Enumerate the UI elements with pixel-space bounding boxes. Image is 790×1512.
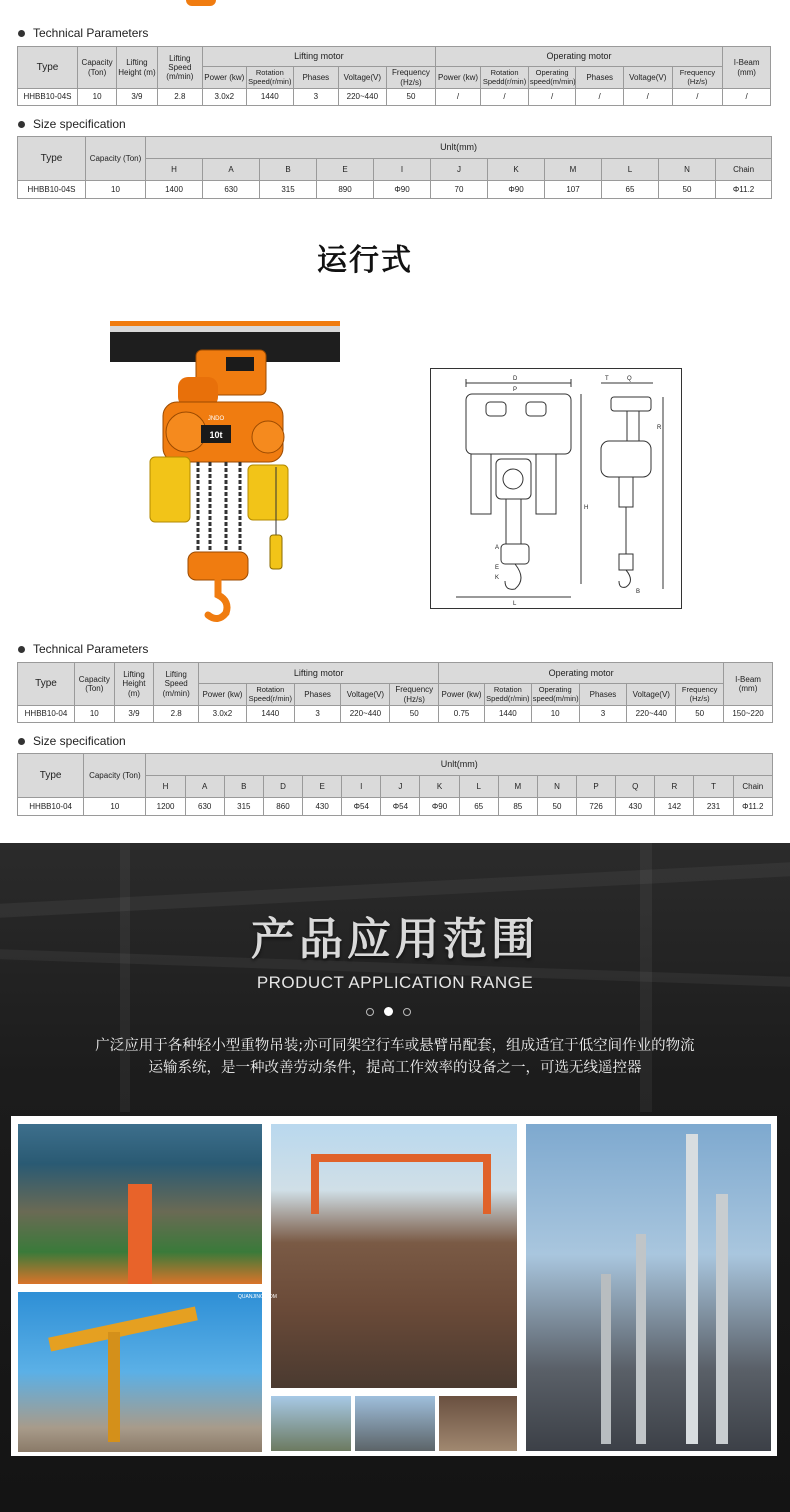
col-op-phases: Phases xyxy=(579,684,627,706)
col-d: D xyxy=(263,776,302,798)
cell: / xyxy=(481,89,529,106)
col-type: Type xyxy=(18,137,86,181)
dim-label: T xyxy=(605,376,609,382)
col-op-rotation: Rotation Spedd(r/min) xyxy=(484,684,531,706)
cell: 220~440 xyxy=(338,89,387,106)
cell: HHBB10-04S xyxy=(18,89,78,106)
description-line: 广泛应用于各种轻小型重物吊装;亦可同架空行车或悬臂吊配套，组成适宜于低空间作业的物流 xyxy=(95,1038,695,1054)
cell: 1440 xyxy=(246,706,294,723)
dim-label: H xyxy=(584,505,589,511)
group-unit: Unlt(mm) xyxy=(146,137,772,159)
cell: 50 xyxy=(390,706,439,723)
col-i: I xyxy=(374,159,431,181)
col-rotation: Rotation Speed(r/min) xyxy=(246,67,294,89)
gantry-crane xyxy=(311,1154,491,1162)
cell: 726 xyxy=(577,798,616,816)
col-op-speed: Operating speed(m/min) xyxy=(531,684,579,706)
cell: Φ90 xyxy=(488,181,545,199)
carousel-dot[interactable] xyxy=(366,1008,374,1016)
cell: 142 xyxy=(655,798,694,816)
cell: 1440 xyxy=(246,89,294,106)
size-spec-heading xyxy=(18,117,126,131)
col-type: Type xyxy=(18,663,75,706)
carousel-dots xyxy=(366,1007,411,1016)
cell: 890 xyxy=(317,181,374,199)
col-voltage: Voltage(V) xyxy=(338,67,387,89)
dim-label: B xyxy=(636,589,641,595)
gantry-leg xyxy=(311,1154,319,1214)
cell: 860 xyxy=(263,798,302,816)
walkway-stripe xyxy=(128,1184,152,1284)
col-op-voltage: Voltage(V) xyxy=(627,684,676,706)
cell: 3/9 xyxy=(114,706,154,723)
col-chain: Chain xyxy=(716,159,772,181)
dim-label: E xyxy=(495,565,500,571)
hoist-product-image xyxy=(108,317,342,627)
cell: 50 xyxy=(387,89,436,106)
cell: 65 xyxy=(459,798,498,816)
refinery-photo xyxy=(526,1124,771,1451)
tower xyxy=(686,1134,698,1444)
cell: / xyxy=(576,89,624,106)
col-power: Power (kw) xyxy=(203,67,246,89)
col-capacity: Capacity (Ton) xyxy=(84,754,146,798)
col-op-speed: Operating speed(m/min) xyxy=(528,67,576,89)
cell: 0.75 xyxy=(439,706,485,723)
dim-label: P xyxy=(513,387,518,393)
application-section xyxy=(0,843,790,1512)
col-ibeam: I-Beam (mm) xyxy=(723,47,771,89)
cell: / xyxy=(528,89,576,106)
col-frequency: Frequency (Hz/s) xyxy=(387,67,436,89)
cell: 315 xyxy=(260,181,317,199)
col-capacity: Capacity (Ton) xyxy=(74,663,114,706)
group-operating-motor: Operating motor xyxy=(435,47,723,67)
col-capacity: Capacity (Ton) xyxy=(86,137,146,181)
group-operating-motor: Operating motor xyxy=(439,663,724,684)
dim-label: A xyxy=(495,545,500,551)
carousel-dot-active[interactable] xyxy=(384,1007,393,1016)
cell: / xyxy=(623,89,672,106)
cell: 10 xyxy=(531,706,579,723)
cell: Φ11.2 xyxy=(716,181,772,199)
tech-params-table-standard xyxy=(17,46,771,106)
cell: HHBB10-04S xyxy=(18,181,86,199)
cell: 150~220 xyxy=(724,706,773,723)
col-j: J xyxy=(431,159,488,181)
cell: 10 xyxy=(86,181,146,199)
hoist-brand: JNDO xyxy=(207,416,225,422)
group-lifting-motor: Lifting motor xyxy=(199,663,439,684)
size-spec-title: Size specification xyxy=(33,734,126,748)
dim-label: L xyxy=(513,601,517,607)
cell: 1400 xyxy=(146,181,203,199)
cell: 70 xyxy=(431,181,488,199)
col-h: H xyxy=(146,159,203,181)
tech-params-title: Technical Parameters xyxy=(33,26,149,40)
running-type-title: 运行式 xyxy=(317,243,413,278)
application-title-en: PRODUCT APPLICATION RANGE xyxy=(256,973,534,992)
cell: 50 xyxy=(659,181,716,199)
cell: / xyxy=(435,89,481,106)
col-i: I xyxy=(342,776,381,798)
cell: 231 xyxy=(694,798,733,816)
col-phases: Phases xyxy=(294,67,338,89)
bullet-icon xyxy=(18,121,25,128)
col-e: E xyxy=(317,159,374,181)
factory-hall-photo xyxy=(18,1124,262,1284)
col-capacity: Capacity (Ton) xyxy=(77,47,116,89)
col-h: H xyxy=(146,776,185,798)
cell: Φ54 xyxy=(342,798,381,816)
col-t: T xyxy=(694,776,733,798)
col-chain: Chain xyxy=(733,776,772,798)
table-row xyxy=(18,706,773,723)
dim-label: D xyxy=(513,376,518,382)
col-op-voltage: Voltage(V) xyxy=(623,67,672,89)
cell: HHBB10-04 xyxy=(18,798,84,816)
tech-params-title: Technical Parameters xyxy=(33,642,149,656)
bullet-icon xyxy=(18,738,25,745)
bullet-icon xyxy=(18,646,25,653)
cell: 3 xyxy=(294,89,338,106)
size-spec-table-standard xyxy=(17,136,772,199)
hoist-load-label: 10t xyxy=(209,430,223,440)
cell: 220~440 xyxy=(341,706,390,723)
thumb-plant-photo xyxy=(271,1396,351,1451)
cell: 430 xyxy=(303,798,342,816)
cell: 220~440 xyxy=(627,706,676,723)
col-r: R xyxy=(655,776,694,798)
application-title-cn: 产品应用范围 xyxy=(251,914,539,965)
tech-params-heading-running xyxy=(18,642,148,656)
col-op-rotation: Rotation Spedd(r/min) xyxy=(481,67,529,89)
col-a: A xyxy=(203,159,260,181)
dim-label: Q xyxy=(627,376,632,382)
carousel-dot[interactable] xyxy=(403,1008,411,1016)
cell: 10 xyxy=(74,706,114,723)
table-row xyxy=(18,181,772,199)
application-photo-grid xyxy=(11,1116,777,1456)
top-hoist-fragment xyxy=(186,0,216,6)
gantry-leg xyxy=(483,1154,491,1214)
table-row xyxy=(18,89,771,106)
col-op-frequency: Frequency (Hz/s) xyxy=(676,684,724,706)
col-n: N xyxy=(537,776,576,798)
oil-pump-photo xyxy=(18,1292,277,1452)
pump-beam xyxy=(48,1307,198,1352)
cell: 3.0x2 xyxy=(199,706,247,723)
col-n: N xyxy=(659,159,716,181)
thumb-factory-photo xyxy=(355,1396,435,1451)
cell: 65 xyxy=(602,181,659,199)
cell: Φ90 xyxy=(374,181,431,199)
description-line: 运输系统，是一种改善劳动条件，提高工作效率的设备之一，可选无线遥控器 xyxy=(148,1060,642,1076)
thumb-stone-photo xyxy=(439,1396,517,1451)
col-ibeam: I-Beam (mm) xyxy=(724,663,773,706)
cell: Φ11.2 xyxy=(733,798,772,816)
col-phases: Phases xyxy=(294,684,341,706)
cell: 2.8 xyxy=(154,706,199,723)
tech-params-heading xyxy=(18,26,148,40)
cell: 430 xyxy=(616,798,655,816)
cell: 1200 xyxy=(146,798,185,816)
col-a: A xyxy=(185,776,224,798)
group-lifting-motor: Lifting motor xyxy=(203,47,436,67)
cell: 50 xyxy=(676,706,724,723)
col-j: J xyxy=(381,776,420,798)
cell: 107 xyxy=(545,181,602,199)
tower xyxy=(636,1234,646,1444)
cell: 10 xyxy=(77,89,116,106)
tech-params-table-running xyxy=(17,662,773,723)
size-spec-table-running xyxy=(17,753,773,816)
cell: 3.0x2 xyxy=(203,89,246,106)
cell: 2.8 xyxy=(157,89,203,106)
col-type: Type xyxy=(18,754,84,798)
cell: 3 xyxy=(579,706,627,723)
cell: 10 xyxy=(84,798,146,816)
col-lifting-height: Lifting Height (m) xyxy=(114,663,154,706)
col-l: L xyxy=(459,776,498,798)
table-row xyxy=(18,798,773,816)
group-unit: Unlt(mm) xyxy=(146,754,773,776)
size-spec-heading-running xyxy=(18,734,126,748)
col-power: Power (kw) xyxy=(199,684,247,706)
tower xyxy=(716,1194,728,1444)
col-voltage: Voltage(V) xyxy=(341,684,390,706)
col-e: E xyxy=(303,776,342,798)
col-b: B xyxy=(260,159,317,181)
col-op-power: Power (kw) xyxy=(435,67,481,89)
dim-label: R xyxy=(657,425,662,431)
cell: 50 xyxy=(537,798,576,816)
cell: 85 xyxy=(498,798,537,816)
cell: HHBB10-04 xyxy=(18,706,75,723)
cell: 315 xyxy=(224,798,263,816)
col-op-power: Power (kw) xyxy=(439,684,485,706)
bullet-icon xyxy=(18,30,25,37)
col-type: Type xyxy=(18,47,78,89)
cell: 3 xyxy=(294,706,341,723)
col-b: B xyxy=(224,776,263,798)
size-spec-title: Size specification xyxy=(33,117,126,131)
col-lifting-height: Lifting Height (m) xyxy=(117,47,157,89)
cell: 3/9 xyxy=(117,89,157,106)
col-q: Q xyxy=(616,776,655,798)
col-rotation: Rotation Speed(r/min) xyxy=(246,684,294,706)
pump-post xyxy=(108,1332,120,1442)
cell: 630 xyxy=(203,181,260,199)
technical-drawing xyxy=(430,368,682,609)
col-lifting-speed: Lifting Speed (m/min) xyxy=(154,663,199,706)
tower xyxy=(601,1274,611,1444)
col-op-frequency: Frequency (Hz/s) xyxy=(672,67,723,89)
col-m: M xyxy=(545,159,602,181)
col-frequency: Frequency (Hz/s) xyxy=(390,684,439,706)
steel-yard-photo xyxy=(271,1124,517,1388)
cell: / xyxy=(723,89,771,106)
col-l: L xyxy=(602,159,659,181)
col-p: P xyxy=(577,776,616,798)
cell: 1440 xyxy=(484,706,531,723)
cell: Φ90 xyxy=(420,798,459,816)
cell: / xyxy=(672,89,723,106)
photo-watermark: QUANJING.COM xyxy=(238,1294,277,1300)
col-op-phases: Phases xyxy=(576,67,624,89)
col-k: K xyxy=(488,159,545,181)
col-m: M xyxy=(498,776,537,798)
cell: 630 xyxy=(185,798,224,816)
cell: Φ54 xyxy=(381,798,420,816)
dim-label: K xyxy=(495,575,500,581)
application-description xyxy=(40,1035,750,1079)
col-lifting-speed: Lifting Speed (m/min) xyxy=(157,47,203,89)
col-k: K xyxy=(420,776,459,798)
